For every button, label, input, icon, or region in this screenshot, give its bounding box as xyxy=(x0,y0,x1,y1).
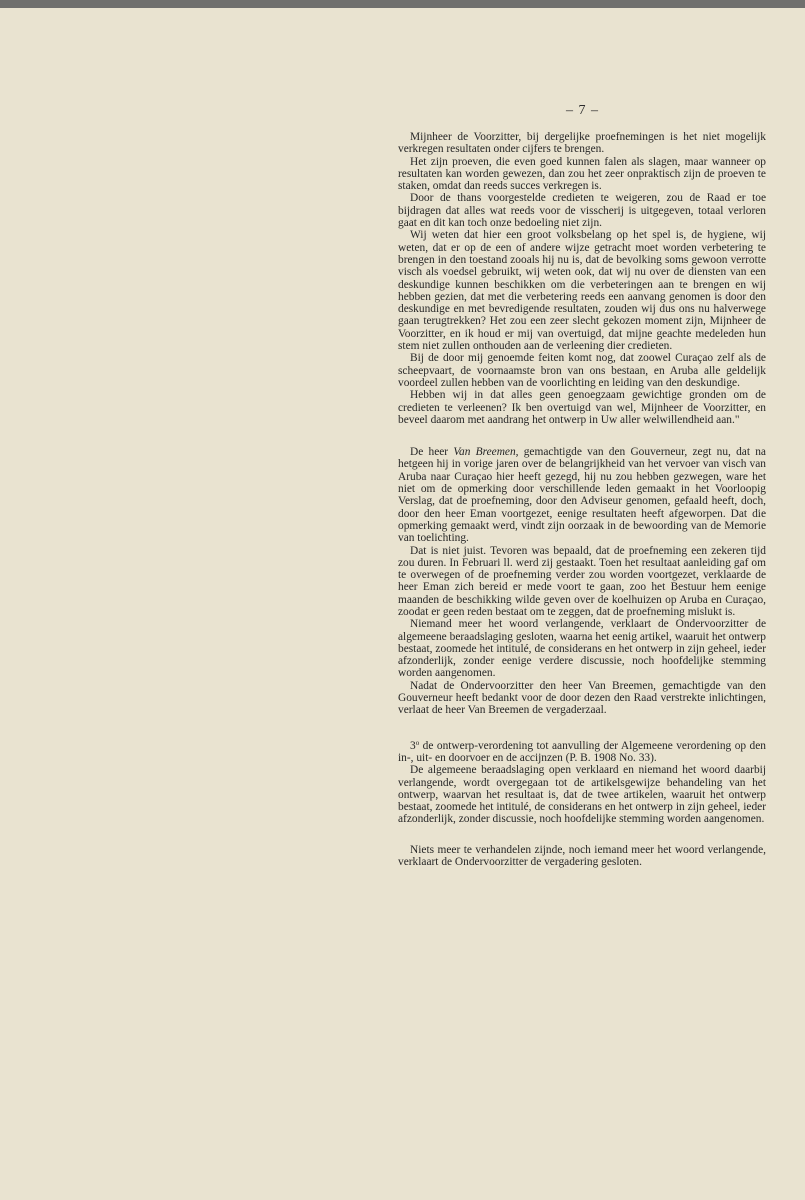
paragraph-rest: gemachtigde van den Gouverneur, zegt nu, dat na hetgeen hij in vorige jaren over de belangrijkheid van het vervoer van visch van Aruba naar Curaçao hier heeft gezegd, hij nu zou hebben gezwegen, ware het niet om de opmerking door verschillende leden gemaakt in het Voorloopig Verslag, dat de proefneming, door den Adviseur genomen, gefaald heeft, doch, door den heer Eman voortgezet, eenige resultaten heeft afgeworpen. Dat die opmerking gemaakt werd, vindt zijn oorzaak in de bewoording van de Memorie van toelichting. xyxy=(398,446,766,545)
speaker-name: Van Breemen, xyxy=(453,446,519,459)
van-breemen-paragraph xyxy=(398,446,766,544)
paragraph: Mijnheer de Voorzitter, bij dergelijke proefnemingen is het niet mogelijk verkregen resultaten onder cijfers te brengen. xyxy=(398,131,766,156)
agenda-item-3 xyxy=(398,737,766,765)
paragraph: Wij weten dat hier een groot volksbelang op het spel is, de hygiene, wij weten, dat er op de een of andere wijze getracht moet worden verbetering te brengen in den toestand zooals hij nu is, dat de bevolking soms gewoon verrotte visch als voedsel gebruikt, wij weten ook, dat wij nu over de diensten van een deskundige kunnen beschikken om die verbeteringen aan te brengen en wij hebben gezien, dat met die verbetering reeds een aanvang genomen is door den deskundige en met bevredigende resultaten, zouden wij dus ons nu halverwege gaan terugtrekken? Het zou een zeer slecht gekozen moment zijn, Mijnheer de Voorzitter, en ik houd er mij van overtuigd, dat mijne geachte medeleden hun stem niet zullen onthouden aan de verleening dier credieten. xyxy=(398,229,766,353)
page-number: – 7 – xyxy=(566,103,599,118)
paragraph: Hebben wij in dat alles geen genoegzaam gewichtige gronden om de credieten te verleenen? Ik ben overtuigd van wel, Mijnheer de Voorzitter, en beveel daarom met aandrang het ontwerp in Uw aller welwillendheid aan." xyxy=(398,389,766,426)
paragraph: De algemeene beraadslaging open verklaard en niemand het woord daarbij verlangende, wordt overgegaan tot de artikelsgewijze behandeling van het ontwerp, waarvan het resultaat is, dat de twee artikelen, waaruit het ontwerp bestaat, zoomede het intitulé, de considerans en het ontwerp in zijn geheel, ieder afzonderlijk, zonder discussie, noch hoofdelijke stemming worden aangenomen. xyxy=(398,764,766,826)
paragraph: Niemand meer het woord verlangende, verklaart de Ondervoorzitter de algemeene beraadslaging gesloten, waarna het eenig artikel, waaruit het ontwerp bestaat, zoomede het intitulé, de considerans en het ontwerp in zijn geheel, ieder afzonderlijk, zonder eenige verdere discussie, noch hoofdelijke stemming worden aangenomen. xyxy=(398,618,766,680)
text-column xyxy=(398,131,766,868)
paragraph: Dat is niet juist. Tevoren was bepaald, dat de proefneming een zekeren tijd zou duren. In Februari ll. werd zij gestaakt. Toen het resultaat aanleiding gaf om te overwegen of de proefneming verder zou worden voortgezet, verklaarde de heer Eman zich bereid er mede voort te gaan, zoo het Bestuur hem eenige maanden de beschikking wilde geven over de koelhuizen op Aruba en Curaçao, zoodat er geen reden bestaat om te zeggen, dat de proefneming mislukt is. xyxy=(398,544,766,618)
paragraph: Het zijn proeven, die even goed kunnen falen als slagen, maar wanneer op resultaten kan worden gewezen, dan zou het zeer onpraktisch zijn de proeven te staken, omdat dan reeds succes verkregen is. xyxy=(398,155,766,193)
item-number: 3 xyxy=(410,739,416,752)
paragraph-intro: De heer xyxy=(410,446,454,459)
paragraph: Nadat de Ondervoorzitter den heer Van Breemen, gemachtigde van den Gouverneur heeft bedankt voor de door dezen den Raad verstrekte inlichtingen, verlaat de heer Van Breemen de vergaderzaal. xyxy=(398,679,766,717)
item-text: de ontwerp-verordening tot aanvulling der Algemeene verordening op den in-, uit- en doorvoer en de accijnzen (P. B. 1908 No. 33). xyxy=(398,739,766,764)
paragraph: Door de thans voorgestelde credieten te weigeren, zou de Raad er toe bijdragen dat alles wat reeds voor de visscherij is uitgegeven, totaal verloren gaat en dit kan toch onze bedoeling niet zijn. xyxy=(398,192,766,230)
item-ordinal: o xyxy=(415,738,420,747)
paragraph: Bij de door mij genoemde feiten komt nog, dat zoowel Curaçao zelf als de scheepvaart, de voornaamste bron van ons bestaan, en Aruba alle geldelijk voordeel zullen hebben van de voorlichting en leiding van den deskundige. xyxy=(398,352,766,389)
closing-paragraph: Niets meer te verhandelen zijnde, noch iemand meer het woord verlangende, verklaart de Ondervoorzitter de vergadering gesloten. xyxy=(398,843,766,869)
document-page xyxy=(0,8,805,1200)
